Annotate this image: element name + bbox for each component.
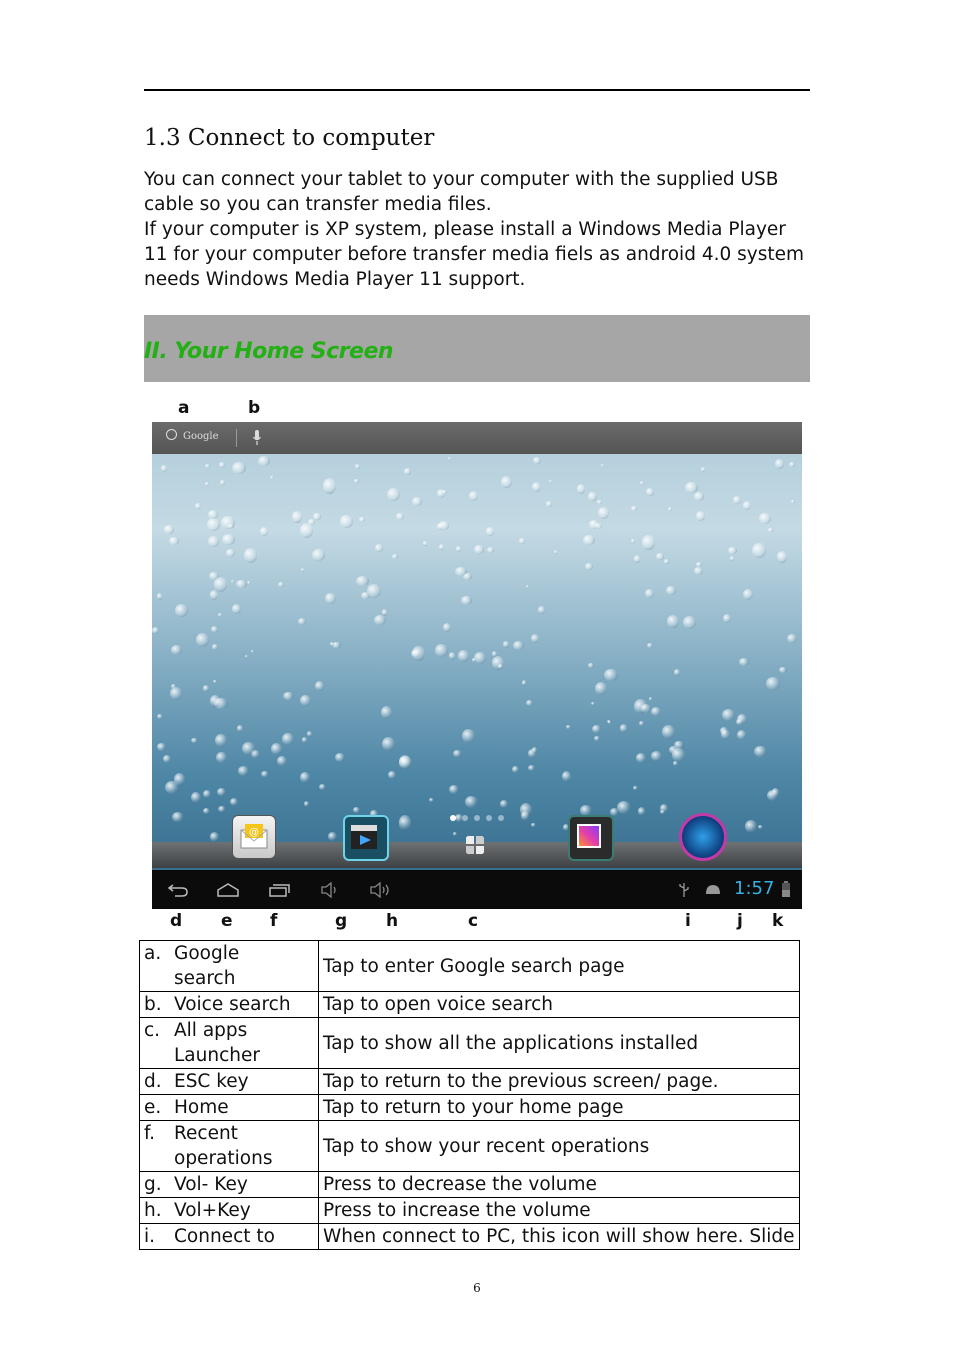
callout-e: e bbox=[221, 911, 233, 931]
chapter-banner bbox=[144, 315, 810, 382]
key-name-cell bbox=[140, 1198, 319, 1224]
status-clock: 1:57 bbox=[734, 878, 775, 899]
video-player-app-icon[interactable] bbox=[343, 815, 389, 861]
callout-c: c bbox=[468, 911, 479, 931]
key-name: Vol- Key bbox=[174, 1174, 248, 1195]
key-description: Tap to enter Google search page bbox=[319, 941, 800, 992]
key-description: Press to decrease the volume bbox=[319, 1172, 800, 1198]
key-description: Tap to open voice search bbox=[319, 992, 800, 1018]
callout-j: j bbox=[737, 911, 743, 931]
gallery-app-icon[interactable] bbox=[568, 815, 614, 861]
key-letter: c. bbox=[144, 1020, 161, 1041]
section-heading: 1.3 Connect to computer bbox=[144, 125, 435, 151]
table-row bbox=[140, 1018, 800, 1069]
key-description: Tap to return to your home page bbox=[319, 1095, 800, 1121]
usb-icon bbox=[678, 882, 690, 898]
callout-g: g bbox=[335, 911, 348, 931]
key-name: Connect to bbox=[174, 1226, 275, 1247]
callout-h: h bbox=[386, 911, 399, 931]
recent-apps-icon[interactable] bbox=[268, 882, 290, 898]
callout-a: a bbox=[178, 398, 190, 418]
key-name: Voice search bbox=[174, 994, 291, 1015]
key-letter: g. bbox=[144, 1174, 162, 1195]
key-description: Tap to show all the applications installed bbox=[319, 1018, 800, 1069]
callout-k: k bbox=[772, 911, 784, 931]
table-row bbox=[140, 1224, 800, 1250]
callout-d: d bbox=[170, 911, 183, 931]
header-rule bbox=[144, 89, 810, 91]
key-letter: b. bbox=[144, 994, 162, 1015]
volume-down-icon[interactable] bbox=[320, 882, 340, 898]
callout-b: b bbox=[248, 398, 261, 418]
key-letter: d. bbox=[144, 1071, 162, 1092]
key-name: Home bbox=[174, 1097, 229, 1118]
key-letter: a. bbox=[144, 943, 162, 964]
all-apps-launcher-icon[interactable] bbox=[465, 835, 485, 855]
key-name-cell bbox=[140, 992, 319, 1018]
key-letter: i. bbox=[144, 1226, 156, 1247]
table-row bbox=[140, 1121, 800, 1172]
section-body bbox=[144, 167, 814, 292]
home-screen-screenshot bbox=[152, 422, 802, 909]
table-row bbox=[140, 941, 800, 992]
paragraph-wmp: If your computer is XP system, please install a Windows Media Player 11 for your computer before transfer media fiels as android 4.0 system needs Windows Media Player 11 support. bbox=[144, 219, 805, 290]
page-number: 6 bbox=[473, 1281, 481, 1295]
key-description: Tap to return to the previous screen/ page. bbox=[319, 1069, 800, 1095]
svg-text:@: @ bbox=[249, 827, 259, 838]
browser-app-icon[interactable] bbox=[679, 813, 727, 861]
table-row bbox=[140, 1069, 800, 1095]
key-description: Press to increase the volume bbox=[319, 1198, 800, 1224]
key-letter: f. bbox=[144, 1123, 156, 1144]
key-name: Vol+Key bbox=[174, 1200, 251, 1221]
table-row bbox=[140, 1095, 800, 1121]
search-divider bbox=[236, 429, 237, 447]
android-debug-icon bbox=[704, 882, 722, 896]
key-name: ESC key bbox=[174, 1071, 249, 1092]
table-row bbox=[140, 1172, 800, 1198]
key-name-cell bbox=[140, 1018, 319, 1069]
chapter-title: II. Your Home Screen bbox=[144, 339, 394, 364]
microphone-icon[interactable] bbox=[253, 430, 261, 446]
key-name-cell bbox=[140, 1172, 319, 1198]
table-row bbox=[140, 992, 800, 1018]
page-indicator bbox=[450, 806, 510, 825]
key-letter: e. bbox=[144, 1097, 162, 1118]
key-name-cell bbox=[140, 1121, 319, 1172]
search-icon bbox=[166, 429, 177, 440]
key-name: Google search bbox=[174, 943, 240, 989]
key-name-cell bbox=[140, 941, 319, 992]
key-description: Tap to show your recent operations bbox=[319, 1121, 800, 1172]
key-name: Recent operations bbox=[174, 1123, 273, 1169]
table-row bbox=[140, 1198, 800, 1224]
volume-up-icon[interactable] bbox=[369, 882, 393, 898]
search-text: Google bbox=[183, 431, 219, 442]
paragraph-usb: You can connect your tablet to your computer with the supplied USB cable so you can transfer media files. bbox=[144, 169, 779, 215]
battery-icon bbox=[782, 881, 790, 897]
search-bar bbox=[152, 422, 802, 454]
key-name-cell bbox=[140, 1095, 319, 1121]
callout-f: f bbox=[270, 911, 278, 931]
key-reference-table bbox=[139, 940, 800, 1250]
key-letter: h. bbox=[144, 1200, 162, 1221]
key-description: When connect to PC, this icon will show here. Slide bbox=[319, 1224, 800, 1250]
callout-i: i bbox=[685, 911, 691, 931]
system-navigation-bar bbox=[152, 870, 802, 909]
key-name-cell bbox=[140, 1069, 319, 1095]
home-icon[interactable] bbox=[216, 882, 240, 898]
key-name: All apps Launcher bbox=[174, 1020, 260, 1066]
back-icon[interactable] bbox=[167, 882, 189, 898]
google-search-box[interactable] bbox=[166, 429, 236, 447]
email-app-icon[interactable] bbox=[232, 815, 276, 859]
key-name-cell bbox=[140, 1224, 319, 1250]
